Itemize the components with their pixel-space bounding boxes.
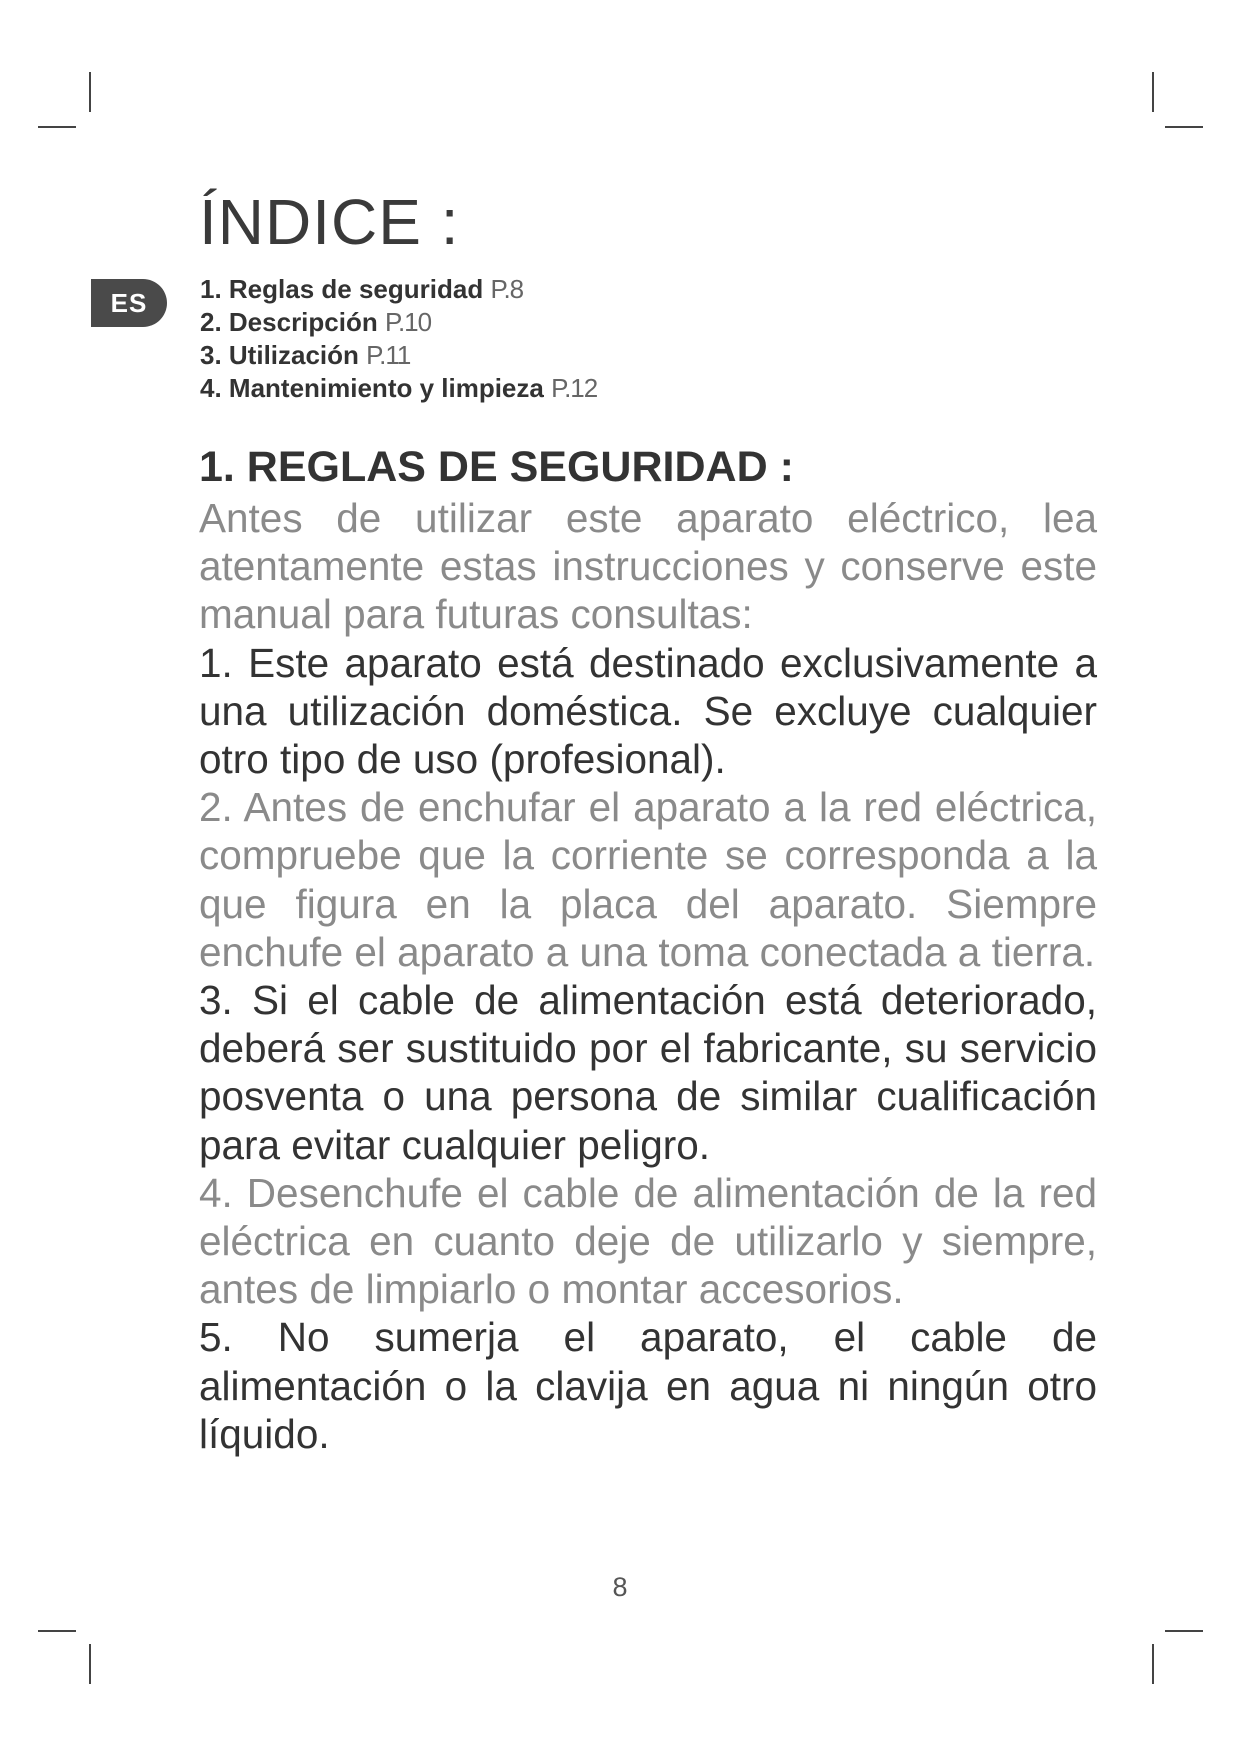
intro-paragraph: Antes de utilizar este aparato eléctrico, lea atentamente estas instrucciones y conserve este manual para futuras consultas: bbox=[199, 495, 1097, 638]
rule-paragraph: 4. Desenchufe el cable de alimentación de la red eléctrica en cuanto deje de utilizarlo y siempre, antes de limpiarlo o montar accesorios. bbox=[199, 1169, 1097, 1313]
section-title: 1. REGLAS DE SEGURIDAD : bbox=[199, 443, 794, 491]
toc-item-label: 1. Reglas de seguridad bbox=[200, 274, 484, 304]
toc-item-label: 3. Utilización bbox=[200, 340, 359, 370]
crop-mark-top-right-horizontal bbox=[1165, 126, 1203, 128]
crop-mark-top-right-vertical bbox=[1152, 72, 1154, 112]
toc-item bbox=[200, 339, 597, 372]
toc-item-page: P.8 bbox=[490, 274, 524, 304]
toc-item-label: 4. Mantenimiento y limpieza bbox=[200, 373, 544, 403]
rule-paragraph: 1. Este aparato está destinado exclusivamente a una utilización doméstica. Se excluye cualquier otro tipo de uso (profesional). bbox=[199, 639, 1097, 783]
crop-mark-bottom-right-horizontal bbox=[1165, 1630, 1203, 1632]
rule-paragraph: 3. Si el cable de alimentación está deteriorado, deberá ser sustituido por el fabricante, su servicio posventa o una persona de similar cualificación para evitar cualquier peligro. bbox=[199, 977, 1097, 1168]
crop-mark-top-left-vertical bbox=[89, 72, 91, 112]
toc-item bbox=[200, 372, 597, 405]
index-title: ÍNDICE : bbox=[199, 186, 460, 258]
language-tab: ES bbox=[91, 279, 167, 327]
crop-mark-bottom-right-vertical bbox=[1152, 1644, 1154, 1684]
rule-paragraph: 2. Antes de enchufar el aparato a la red eléctrica, compruebe que la corriente se corresponda a la que figura en la placa del aparato. Siempre enchufe el aparato a una toma conectada a tierra. bbox=[199, 784, 1097, 975]
crop-mark-top-left-horizontal bbox=[38, 126, 76, 128]
toc-item-label: 2. Descripción bbox=[200, 307, 378, 337]
rule-paragraph: 5. No sumerja el aparato, el cable de alimentación o la clavija en agua ni ningún otro líquido. bbox=[199, 1314, 1097, 1457]
toc-item bbox=[200, 306, 597, 339]
crop-mark-bottom-left-vertical bbox=[89, 1644, 91, 1684]
toc-item-page: P.11 bbox=[366, 340, 411, 370]
page-number: 8 bbox=[612, 1572, 628, 1602]
toc-item-page: P.12 bbox=[551, 373, 598, 403]
safety-rules-body bbox=[199, 494, 1097, 1458]
toc-item bbox=[200, 273, 597, 306]
toc-item-page: P.10 bbox=[384, 307, 432, 337]
table-of-contents bbox=[200, 273, 597, 405]
crop-mark-bottom-left-horizontal bbox=[38, 1630, 76, 1632]
